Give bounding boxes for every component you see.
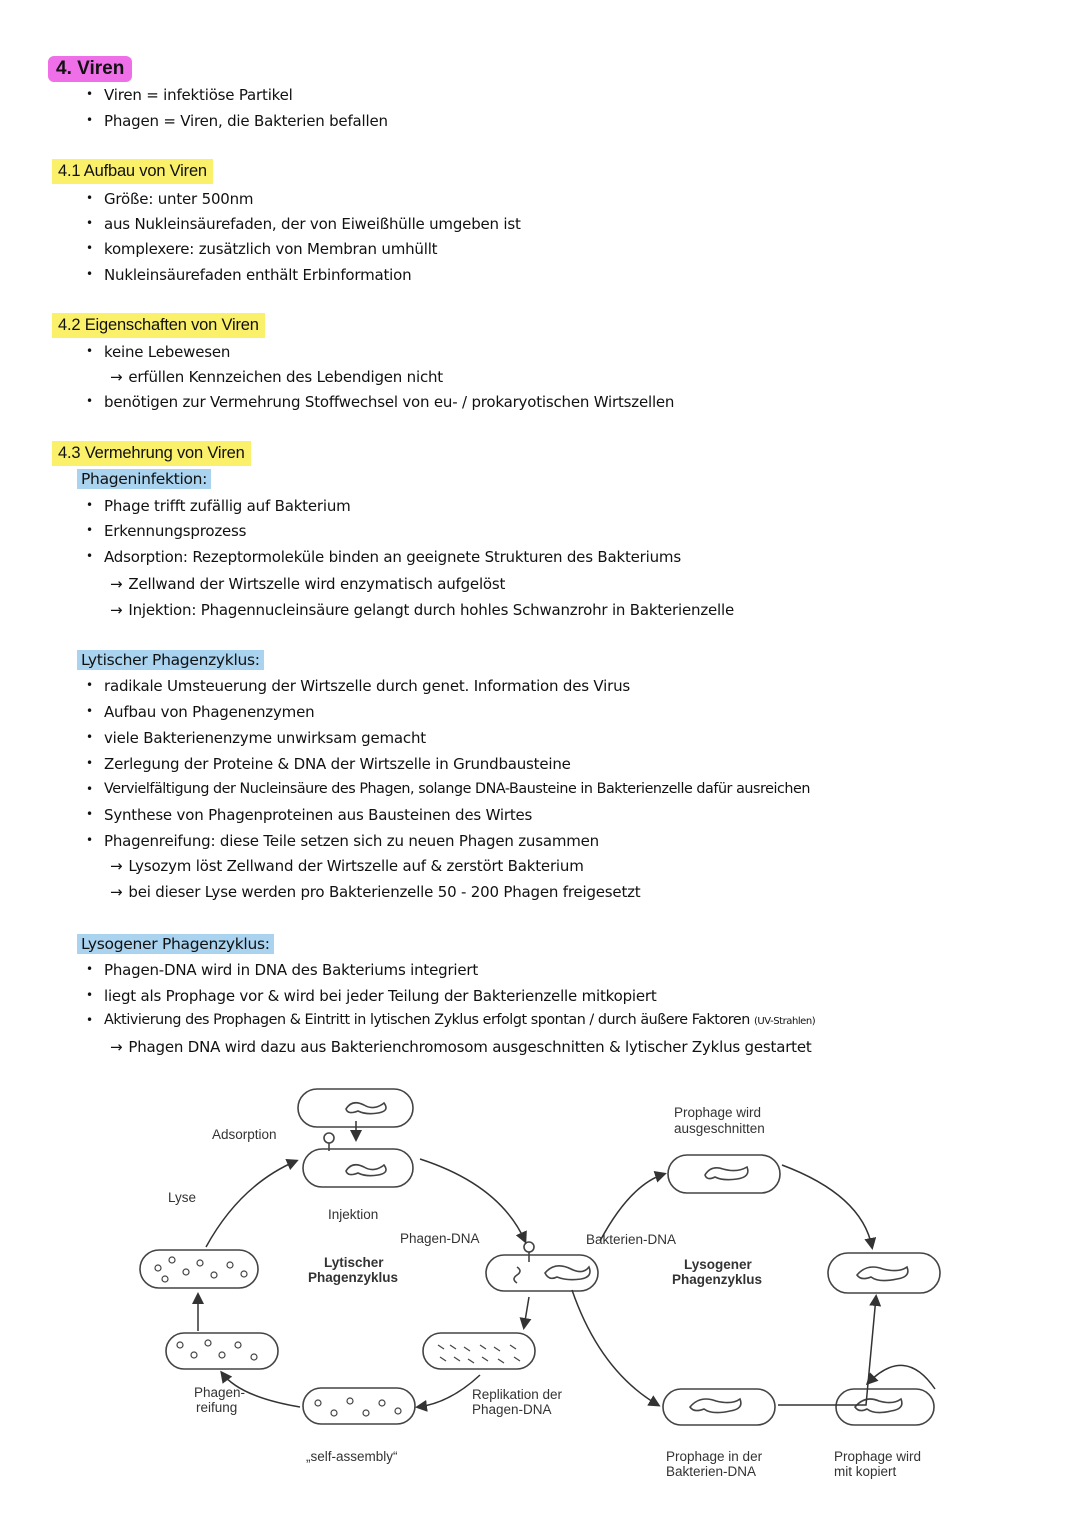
lytisch-line-4: • Zerlegung der Proteine & DNA der Wirtszelle in Grundbausteine [104, 755, 571, 773]
section-4-1-line-4: • Nukleinsäurefaden enthält Erbinformation [104, 266, 411, 284]
label-lytisch-2: Phagenzyklus [308, 1270, 399, 1285]
cell-replikation [423, 1333, 535, 1369]
label-replikation-1: Replikation der [472, 1387, 563, 1402]
section-4-1-line-3: • komplexere: zusätzlich von Membran umhüllt [104, 240, 437, 258]
label-ausgeschnitten-1: Prophage wird [674, 1105, 762, 1120]
infektion-arrow-2: → Injektion: Phagennucleinsäure gelangt durch hohles Schwanzrohr in Bakterienzelle [110, 601, 734, 619]
lysogen-line-1: • Phagen-DNA wird in DNA des Bakteriums integriert [104, 961, 478, 979]
label-phagenreifung-2: reifung [196, 1400, 238, 1415]
cell-lyse [140, 1250, 258, 1288]
cell-reifung [166, 1333, 278, 1369]
lytisch-line-1: • radikale Umsteuerung der Wirtszelle durch genet. Information des Virus [104, 677, 630, 695]
infektion-arrow-1: → Zellwand der Wirtszelle wird enzymatisch aufgelöst [110, 575, 505, 593]
lytisch-line-3: • viele Bakterienenzyme unwirksam gemacht [104, 729, 426, 747]
section-4-1-line-2: • aus Nukleinsäurefaden, der von Eiweißhülle umgeben ist [104, 215, 521, 233]
section-4-3-title: 4.3 Vermehrung von Viren [52, 441, 251, 466]
label-prophage-in-1: Prophage in der [666, 1449, 763, 1464]
label-replikation-2: Phagen-DNA [472, 1402, 552, 1417]
phageninfektion-heading: Phageninfektion: [77, 469, 211, 489]
label-bakterien-dna: Bakterien-DNA [586, 1232, 677, 1247]
label-adsorption: Adsorption [212, 1127, 277, 1142]
lytisch-line-5: • Vervielfältigung der Nucleinsäure des Phagen, solange DNA-Bausteine in Bakterienzelle dafür ausreichen [104, 781, 810, 797]
label-lytisch-1: Lytischer [324, 1255, 384, 1270]
phagenzyklus-diagram [0, 1075, 1080, 1515]
label-mitkopiert-1: Prophage wird [834, 1449, 922, 1464]
section-4-line-2: • Phagen = Viren, die Bakterien befallen [104, 112, 388, 130]
lysogen-arrow-1: → Phagen DNA wird dazu aus Bakterienchromosom ausgeschnitten & lytischer Zyklus gestartet [110, 1038, 812, 1056]
section-4-1-title: 4.1 Aufbau von Viren [52, 159, 213, 184]
cell-prophage-in [663, 1389, 775, 1425]
lytisch-arrow-1: → Lysozym löst Zellwand der Wirtszelle auf & zerstört Bakterium [110, 857, 584, 875]
label-injektion: Injektion [328, 1207, 379, 1222]
section-4-2-line-2: • benötigen zur Vermehrung Stoffwechsel von eu- / prokaryotischen Wirtszellen [104, 393, 674, 411]
uv-strahlen-note: (UV-Strahlen) [753, 1016, 816, 1027]
lysogener-zyklus-heading: Lysogener Phagenzyklus: [77, 934, 274, 954]
lytisch-arrow-2: → bei dieser Lyse werden pro Bakterienzelle 50 - 200 Phagen freigesetzt [110, 883, 640, 901]
lytischer-zyklus-heading: Lytischer Phagenzyklus: [77, 650, 264, 670]
cell-injektion [486, 1255, 598, 1291]
label-phagenreifung-1: Phagen- [194, 1385, 246, 1400]
section-4-title: 4. Viren [48, 56, 132, 82]
lysogen-line-3-text: Aktivierung des Prophagen & Eintritt in lytischen Zyklus erfolgt spontan / durch äußere Faktoren [104, 1012, 750, 1028]
label-lysogen-2: Phagenzyklus [672, 1272, 763, 1287]
label-phagen-dna: Phagen-DNA [400, 1231, 480, 1246]
lysogen-line-3 [104, 1012, 815, 1028]
label-ausgeschnitten-2: ausgeschnitten [674, 1121, 765, 1136]
lytisch-line-7: • Phagenreifung: diese Teile setzen sich zu neuen Phagen zusammen [104, 832, 599, 850]
infektion-line-3: • Adsorption: Rezeptormoleküle binden an geeignete Strukturen des Bakteriums [104, 548, 681, 566]
section-4-2-arrow-1: → erfüllen Kennzeichen des Lebendigen nicht [110, 368, 443, 386]
label-mitkopiert-2: mit kopiert [834, 1464, 897, 1479]
lytisch-line-6: • Synthese von Phagenproteinen aus Bausteinen des Wirtes [104, 806, 532, 824]
section-4-line-1: • Viren = infektiöse Partikel [104, 86, 293, 104]
section-4-2-title: 4.2 Eigenschaften von Viren [52, 313, 265, 338]
section-4-1-line-1: • Größe: unter 500nm [104, 190, 253, 208]
cell-adsorption [303, 1149, 413, 1187]
infektion-line-2: • Erkennungsprozess [104, 522, 246, 540]
cell-right [828, 1253, 940, 1293]
label-prophage-in-2: Bakterien-DNA [666, 1464, 757, 1479]
label-lysogen-1: Lysogener [684, 1257, 752, 1272]
infektion-line-1: • Phage trifft zufällig auf Bakterium [104, 497, 351, 515]
lytisch-line-2: • Aufbau von Phagenenzymen [104, 703, 314, 721]
cell-mitkopiert [836, 1389, 934, 1425]
lysogen-line-2: • liegt als Prophage vor & wird bei jeder Teilung der Bakterienzelle mitkopiert [104, 987, 657, 1005]
section-4-2-line-1: • keine Lebewesen [104, 343, 230, 361]
label-lyse: Lyse [168, 1190, 197, 1205]
label-self-assembly: „self-assembly“ [306, 1449, 398, 1464]
cell-ausgeschnitten [668, 1155, 780, 1193]
